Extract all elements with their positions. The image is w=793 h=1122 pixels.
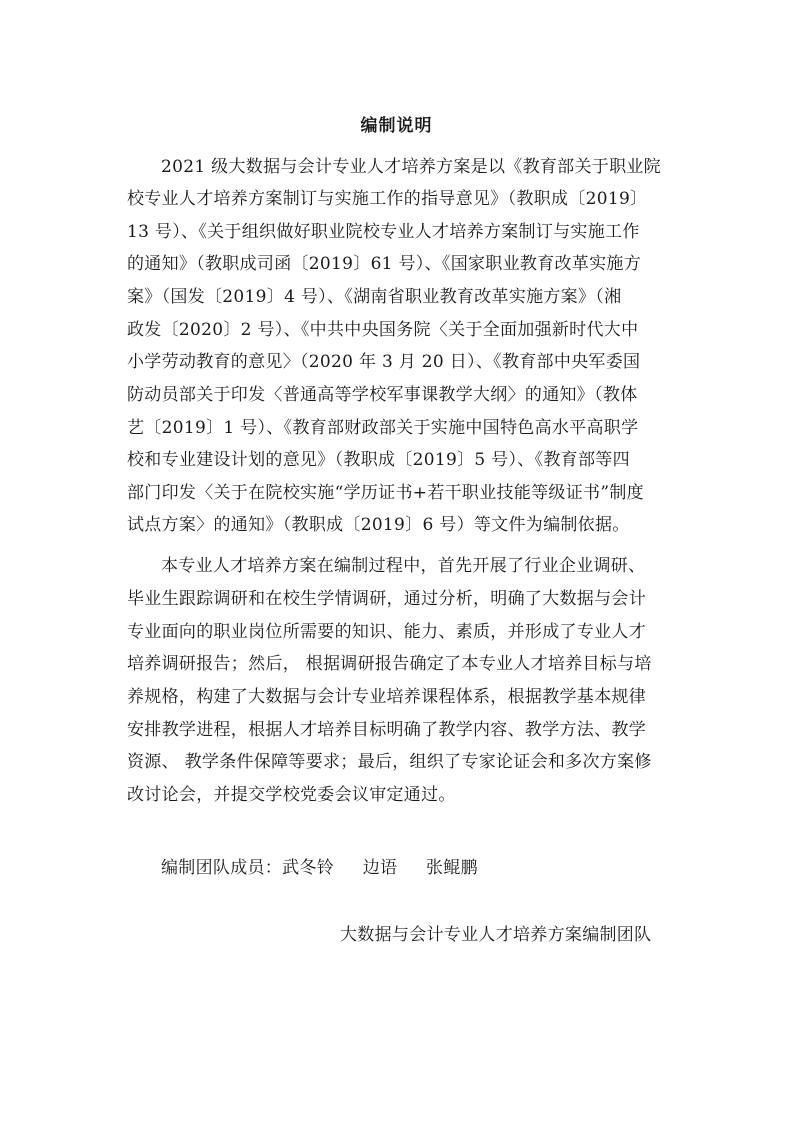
paragraph-1-line: 的通知》（教职成司函〔2019〕61 号）、《国家职业教育改革实施方 [127, 254, 641, 274]
signature-line: 大数据与会计专业人才培养方案编制团队 [340, 925, 652, 945]
paragraph-1-line: 防动员部关于印发〈普通高等学校军事课教学大纲〉的通知》（教体 [127, 385, 638, 405]
paragraph-2-line: 安排教学进程，根据人才培养目标明确了教学内容、教学方法、教学 [127, 720, 646, 740]
paragraph-1-line: 政发〔2020〕2 号）、《中共中央国务院〈关于全面加强新时代大中 [127, 320, 639, 340]
paragraph-2-line: 毕业生跟踪调研和在校生学情调研，通过分析，明确了大数据与会计 [127, 589, 646, 609]
paragraph-1-line: 13 号）、《关于组织做好职业院校专业人才培养方案制订与实施工作 [127, 222, 640, 242]
paragraph-2-line: 改讨论会，并提交学校党委会议审定通过。 [127, 785, 456, 805]
team-members-line: 编制团队成员：武冬铃 边语 张鲲鹏 [161, 858, 478, 878]
document-title: 编制说明 [360, 116, 433, 136]
paragraph-1-line: 校和专业建设计划的意见》（教职成〔2019〕5 号）、《教育部等四 [127, 450, 630, 470]
paragraph-1-line: 校专业人才培养方案制订与实施工作的指导意见》（教职成〔2019〕 [127, 189, 648, 209]
paragraph-1-line: 试点方案〉的通知》（教职成〔2019〕6 号）等文件为编制依据。 [127, 515, 630, 535]
paragraph-2-line: 本专业人才培养方案在编制过程中，首先开展了行业企业调研、 [161, 556, 646, 576]
paragraph-1-line: 部门印发〈关于在院校实施“学历证书+若干职业技能等级证书”制度 [127, 483, 644, 503]
paragraph-2-line: 专业面向的职业岗位所需要的知识、能力、素质，并形成了专业人才 [127, 622, 646, 642]
paragraph-1-line: 艺〔2019〕1 号）、《教育部财政部关于实施中国特色高水平高职学 [127, 418, 639, 438]
paragraph-2-line: 资源、 教学条件保障等要求；最后，组织了专家论证会和多次方案修 [127, 752, 652, 772]
paragraph-2-line: 养规格，构建了大数据与会计专业培养课程体系，根据教学基本规律 [127, 687, 646, 707]
paragraph-2-line: 培养调研报告；然后， 根据调研报告确定了本专业人才培养目标与培 [127, 654, 652, 674]
paragraph-1-line: 2021 级大数据与会计专业人才培养方案是以《教育部关于职业院 [161, 157, 661, 177]
paragraph-1-line: 案》（国发〔2019〕4 号）、《湖南省职业教育改革实施方案》（湘 [127, 287, 622, 307]
paragraph-1-line: 小学劳动教育的意见〉（2020 年 3 月 20 日）、《教育部中央军委国 [127, 352, 641, 372]
